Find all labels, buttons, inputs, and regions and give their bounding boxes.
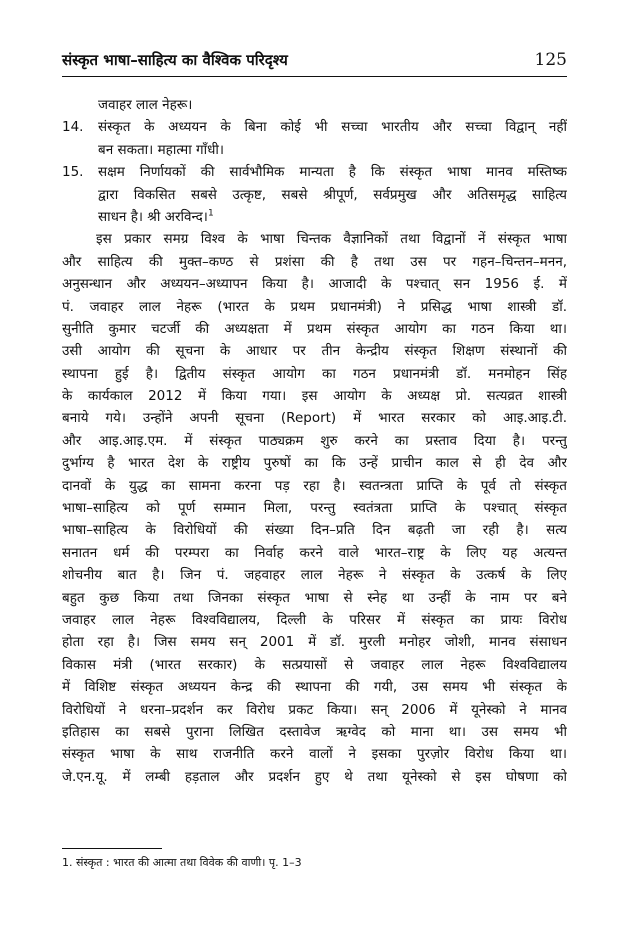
paragraph-line: में विशिष्ट संस्कृत अध्ययन केन्द्र की स्थापना की गयी, उस समय भी संस्कृत के xyxy=(62,679,567,696)
paragraph-line: सुनीति कुमार चटर्जी की अध्यक्षता में प्रथम संस्कृत आयोग का गठन किया था। xyxy=(62,320,567,337)
paragraph-line: बनाये गये। उन्होंने अपनी सूचना (Report) में भारत सरकार को आइ.आइ.टी. xyxy=(62,410,567,427)
paragraph-line: स्थापना हुई है। द्वितीय संस्कृत आयोग का गठन प्रधानमंत्री डॉ. मनमोहन सिंह xyxy=(62,365,567,382)
footnote-rule xyxy=(62,848,162,849)
quote-13-tail: जवाहर लाल नेहरू। xyxy=(98,97,193,113)
paragraph-line: अनुसन्धान और अध्ययन–अध्यापन किया है। आजादी के पश्चात् सन 1956 ई. में xyxy=(62,276,567,293)
body-paragraph xyxy=(62,228,567,788)
paragraph-line: होता रहा है। जिस समय सन् 2001 में डॉ. मुरली मनोहर जोशी, मानव संसाधन xyxy=(62,634,567,651)
paragraph-line: बहुत कुछ किया तथा जिनका संस्कृत भाषा से स्नेह था उन्हीं के नाम पर बने xyxy=(62,589,567,606)
paragraph-line: इतिहास का सबसे पुराना लिखित दस्तावेज ऋग्वेद को माना था। उस समय भी xyxy=(62,723,567,740)
quote-14-number: 14. xyxy=(62,119,84,136)
header-rule xyxy=(62,76,567,77)
footnote: 1. संस्कृत : भारत की आत्मा तथा विवेक की वाणी। पृ. 1–3 xyxy=(62,856,302,869)
running-header-title: संस्कृत भाषा–साहित्य का वैश्विक परिदृश्य xyxy=(62,51,288,69)
paragraph-line: उसी आयोग की सूचना के आधार पर तीन केन्द्रीय संस्कृत शिक्षण संस्थानों की xyxy=(62,343,567,360)
quote-15-line-3: साधन है। श्री अरविन्द। xyxy=(98,208,208,225)
paragraph-line: जे.एन.यू. में लम्बी हड़ताल और प्रदर्शन हुए थे तथा यूनेस्को से इस घोषणा को xyxy=(62,768,567,785)
page-number: 125 xyxy=(534,50,567,70)
paragraph-line: के कार्यकाल 2012 में किया गया। इस आयोग के अध्यक्ष प्रो. सत्यव्रत शास्त्री xyxy=(62,388,567,405)
paragraph-line: दानवों के युद्ध का सामना करना पड़ रहा है। स्वतन्त्रता प्राप्ति के पूर्व तो संस्कृत xyxy=(62,477,567,494)
paragraph-line: और साहित्य की मुक्त–कण्ठ से प्रशंसा की है तथा उस पर गहन–चिन्तन–मनन, xyxy=(62,253,567,270)
quote-14 xyxy=(62,116,567,161)
footnote-reference: 1 xyxy=(207,208,214,219)
quote-14-line-1: संस्कृत के अध्ययन के बिना कोई भी सच्चा भारतीय और सच्चा विद्वान् नहीं xyxy=(98,119,567,136)
paragraph-line: पं. जवाहर लाल नेहरू (भारत के प्रथम प्रधानमंत्री) ने प्रसिद्ध भाषा शास्त्री डॉ. xyxy=(62,298,567,315)
running-header xyxy=(62,50,567,76)
paragraph-line: विरोधियों ने धरना–प्रदर्शन कर विरोध प्रकट किया। सन् 2006 में यूनेस्को ने मानव xyxy=(62,701,567,718)
paragraph-line: और आइ.आइ.एम. में संस्कृत पाठ्यक्रम शुरु करने का प्रस्ताव दिया है। परन्तु xyxy=(62,432,567,449)
paragraph-line: जवाहर लाल नेहरू विश्वविद्यालय, दिल्ली के परिसर में संस्कृत का प्रायः विरोध xyxy=(62,611,567,628)
quote-15-line-1: सक्षम निर्णायकों की सार्वभौमिक मान्यता है कि संस्कृत भाषा मानव मस्तिष्क xyxy=(98,164,567,181)
paragraph-line: भाषा–साहित्य को पूर्ण सम्मान मिला, परन्तु स्वतंत्रता प्राप्ति के पश्चात् संस्कृत xyxy=(62,500,567,517)
paragraph-line: भाषा–साहित्य के विरोधियों की संख्या दिन–प्रति दिन बढ़ती जा रही है। सत्य xyxy=(62,522,567,539)
paragraph-line: इस प्रकार समग्र विश्व के भाषा चिन्तक वैज्ञानिकों तथा विद्वानों नें संस्कृत भाषा xyxy=(96,231,567,248)
paragraph-line: विकास मंत्री (भारत सरकार) के सत्प्रयासों से जवाहर लाल नेहरू विश्वविद्यालय xyxy=(62,656,567,673)
quote-15-line-2: द्वारा विकसित सबसे उत्कृष्ट, सबसे श्रीपूर्ण, सर्वप्रमुख और अतिसमृद्ध साहित्य xyxy=(98,186,567,203)
paragraph-line: शोचनीय बात है। जिन पं. जहवाहर लाल नेहरू ने संस्कृत के उत्कर्ष के लिए xyxy=(62,567,567,584)
paragraph-line: संस्कृत भाषा के साथ राजनीति करने वालों ने इसका पुरज़ोर विरोध किया था। xyxy=(62,746,567,763)
paragraph-line: सनातन धर्म की परम्परा का निर्वाह करने वाले भारत–राष्ट्र के लिए यह अत्यन्त xyxy=(62,544,567,561)
page-content xyxy=(62,94,567,788)
quote-14-line-2: बन सकता। महात्मा गाँधी। xyxy=(98,141,224,158)
quote-15-number: 15. xyxy=(62,164,84,181)
paragraph-line: दुर्भाग्य है भारत देश के राष्ट्रीय पुरुषों का कि उन्हें प्राचीन काल से ही देव और xyxy=(62,455,567,472)
quote-15 xyxy=(62,161,567,228)
